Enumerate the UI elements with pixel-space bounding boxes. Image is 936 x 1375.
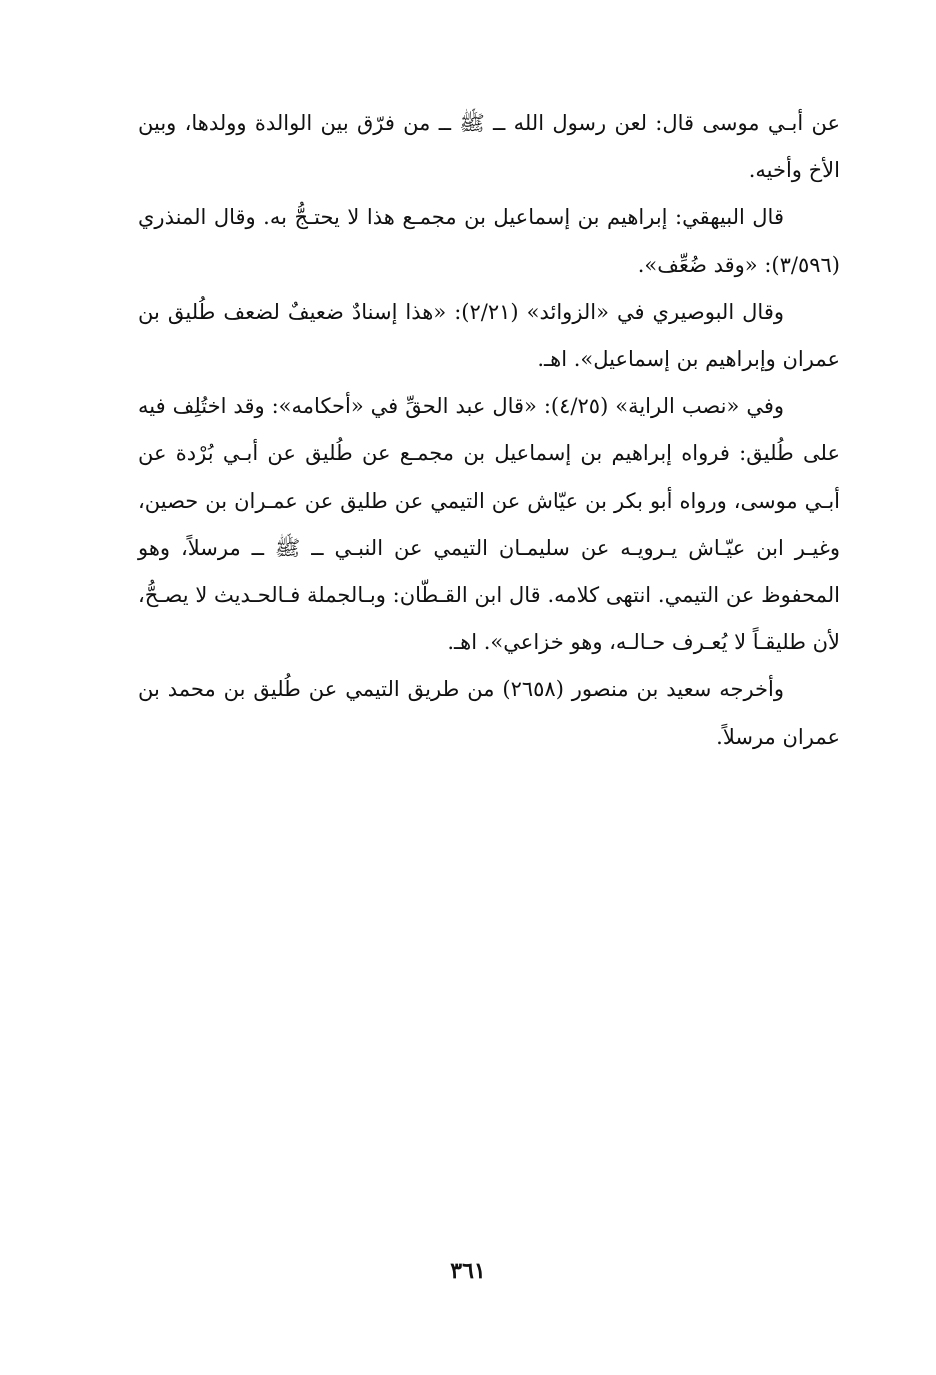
paragraph-hadith-text: عن أبـي موسى قال: لعن رسول الله ــ ﷺ ــ من فرّق بين الوالدة وولدها، وبين الأخ وأخيه.: [138, 111, 840, 183]
paragraph-said-ibn-mansur: وأخرجه سعيد بن منصور (٢٦٥٨) من طريق التيمي عن طُليق بن محمد بن عمران مرسلاً.: [138, 677, 840, 749]
page-number: ٣٦١: [450, 1258, 486, 1284]
paragraph-bayhaqi: قال البيهقي: إبراهيم بن إسماعيل بن مجمـع هذا لا يحتـجُّ به. وقال المنذري (٣/٥٩٦): «وقد ضُعِّف».: [138, 205, 840, 277]
paragraph-busiri: وقال البوصيري في «الزوائد» (٢/٢١): «هذا إسنادٌ ضعيفٌ لضعف طُليق بن عمران وإبراهيم بن إسماعيل». اهـ.: [138, 299, 840, 372]
body-text: [138, 100, 840, 761]
paragraph-nasb-al-raya: وفي «نصب الراية» (٤/٢٥): «قال عبد الحقِّ في «أحكامه»: وقد اختُلِف فيه على طُليق: فرواه إبراهيم بن إسماعيل بن مجمـع عن طُليق عن أبـي بُرْدة عن أبـي موسى، ورواه أبو بكر بن عيّاش عن التيمي عن طليق عن عمـران بن حصين، وغيـر ابن عيّـاش يـرويـه عن سليمـان التيمي عن النبـي ــ ﷺ ــ مرسلاً، وهو المحفوظ عن التيمي. انتهى كلامه. قال ابن القـطّان: وبـالجملة فـالحـديث لا يصـحُّ، لأن طليقـاً لا يُعـرف حـالـه، وهو خزاعي». اهـ.: [138, 394, 840, 655]
